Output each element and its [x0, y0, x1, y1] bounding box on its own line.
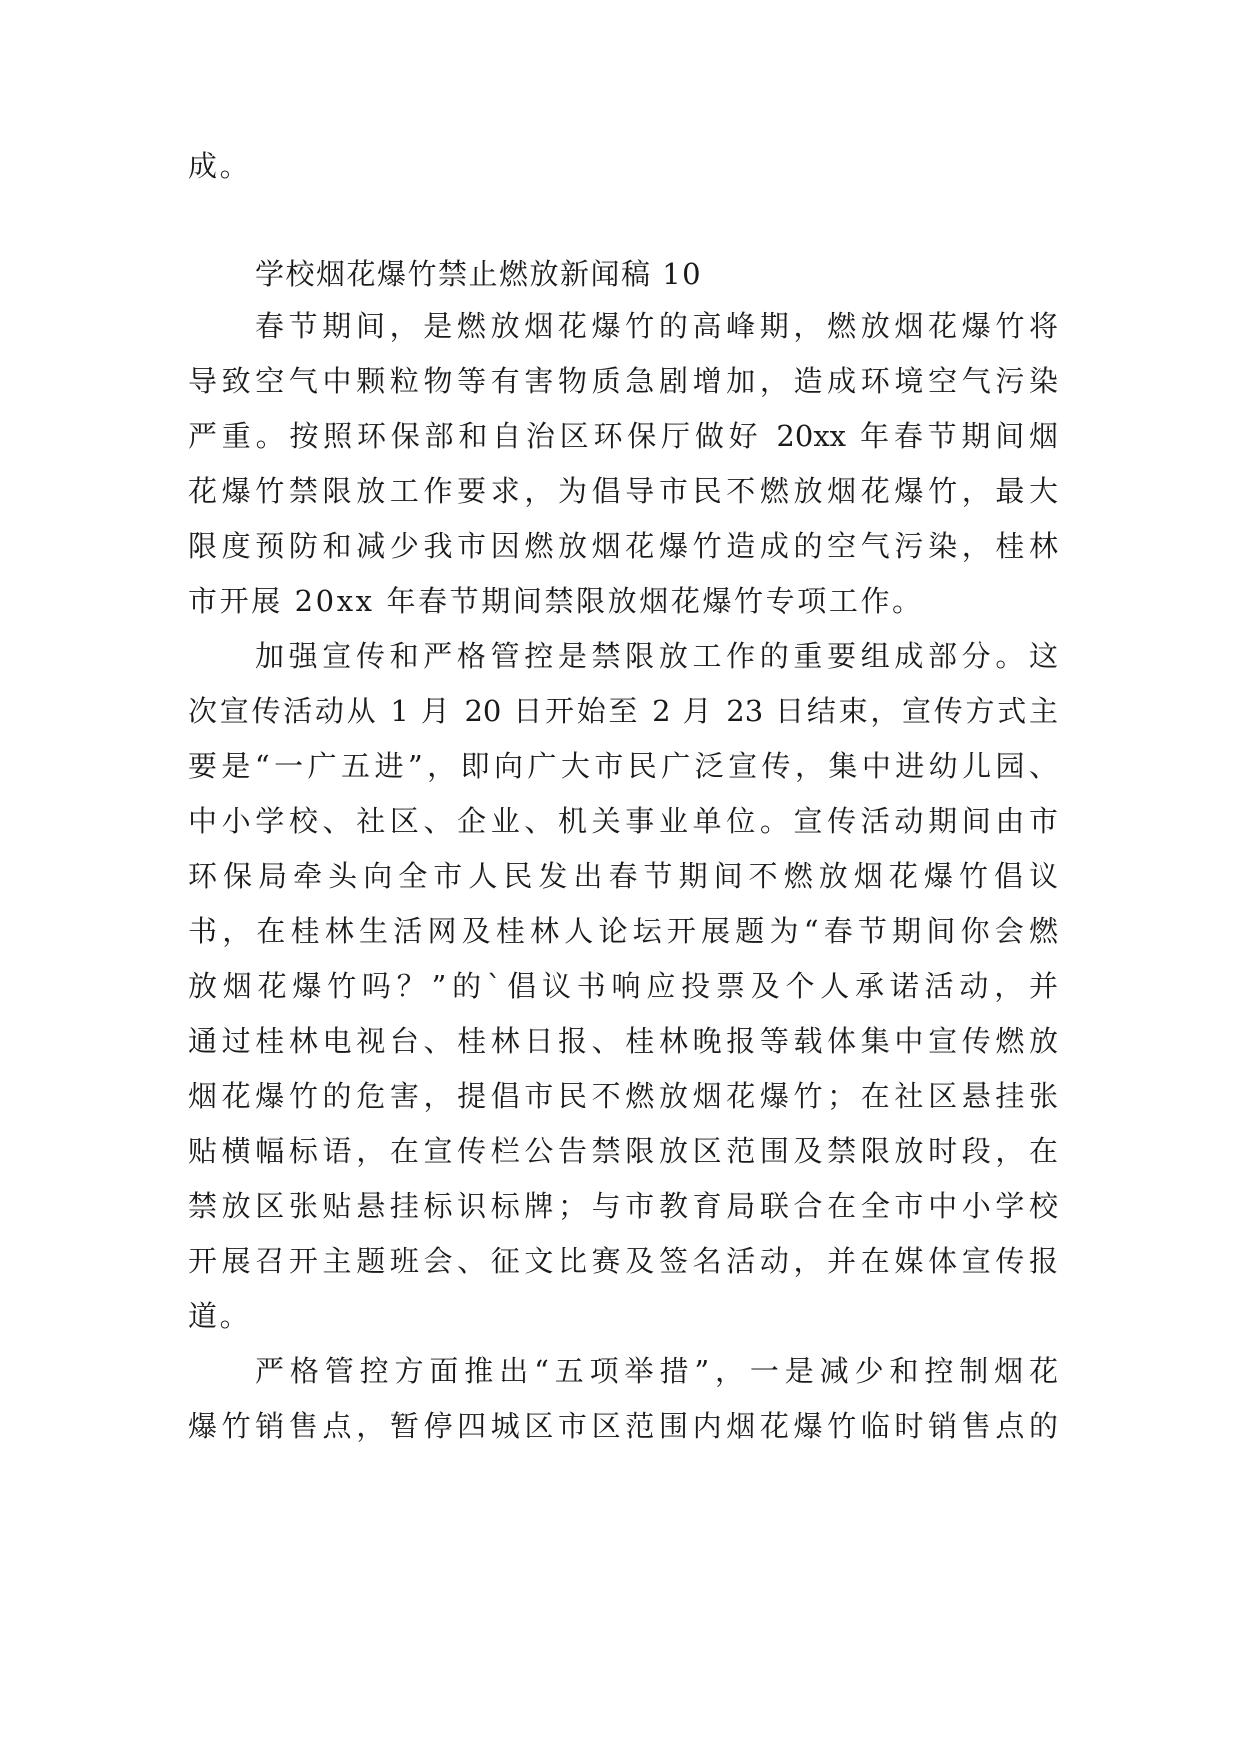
article-heading: 学校烟花爆竹禁止燃放新闻稿 10 — [255, 257, 703, 291]
paragraph-2-line-4: 中小学校、社区、企业、机关事业单位。宣传活动期间由市 — [188, 804, 1058, 838]
paragraph-3-line-1: 严格管控方面推出“五项举措”，一是减少和控制烟花 — [255, 1354, 1058, 1388]
paragraph-2-line-6: 书，在桂林生活网及桂林人论坛开展题为“春节期间你会燃 — [188, 914, 1058, 948]
paragraph-2-line-8: 通过桂林电视台、桂林日报、桂林晚报等载体集中宣传燃放 — [188, 1024, 1058, 1058]
paragraph-1-line-2: 导致空气中颗粒物等有害物质急剧增加，造成环境空气污染 — [188, 364, 1058, 398]
paragraph-2-line-10: 贴横幅标语，在宣传栏公告禁限放区范围及禁限放时段，在 — [188, 1134, 1058, 1168]
paragraph-1-line-5: 限度预防和减少我市因燃放烟花爆竹造成的空气污染，桂林 — [188, 529, 1058, 563]
paragraph-1-line-6: 市开展 20xx 年春节期间禁限放烟花爆竹专项工作。 — [188, 584, 924, 618]
paragraph-2-line-9: 烟花爆竹的危害，提倡市民不燃放烟花爆竹；在社区悬挂张 — [188, 1079, 1058, 1113]
paragraph-2-line-11: 禁放区张贴悬挂标识标牌；与市教育局联合在全市中小学校 — [188, 1189, 1058, 1223]
paragraph-1-line-4: 花爆竹禁限放工作要求，为倡导市民不燃放烟花爆竹，最大 — [188, 474, 1058, 508]
fragment-line: 成。 — [188, 149, 252, 183]
paragraph-2-line-13: 道。 — [188, 1299, 252, 1333]
paragraph-2-line-1: 加强宣传和严格管控是禁限放工作的重要组成部分。这 — [255, 639, 1058, 673]
paragraph-3-line-2: 爆竹销售点，暂停四城区市区范围内烟花爆竹临时销售点的 — [188, 1409, 1058, 1443]
paragraph-2-line-2: 次宣传活动从 1 月 20 日开始至 2 月 23 日结束，宣传方式主 — [188, 694, 1058, 728]
paragraph-1-line-3: 严重。按照环保部和自治区环保厅做好 20xx 年春节期间烟 — [188, 419, 1058, 453]
paragraph-1-line-1: 春节期间，是燃放烟花爆竹的高峰期，燃放烟花爆竹将 — [255, 309, 1058, 343]
paragraph-2-line-12: 开展召开主题班会、征文比赛及签名活动，并在媒体宣传报 — [188, 1244, 1058, 1278]
paragraph-2-line-3: 要是“一广五进”，即向广大市民广泛宣传，集中进幼儿园、 — [188, 749, 1058, 783]
paragraph-2-line-5: 环保局牵头向全市人民发出春节期间不燃放烟花爆竹倡议 — [188, 859, 1058, 893]
paragraph-2-line-7: 放烟花爆竹吗？”的`倡议书响应投票及个人承诺活动，并 — [188, 969, 1058, 1003]
